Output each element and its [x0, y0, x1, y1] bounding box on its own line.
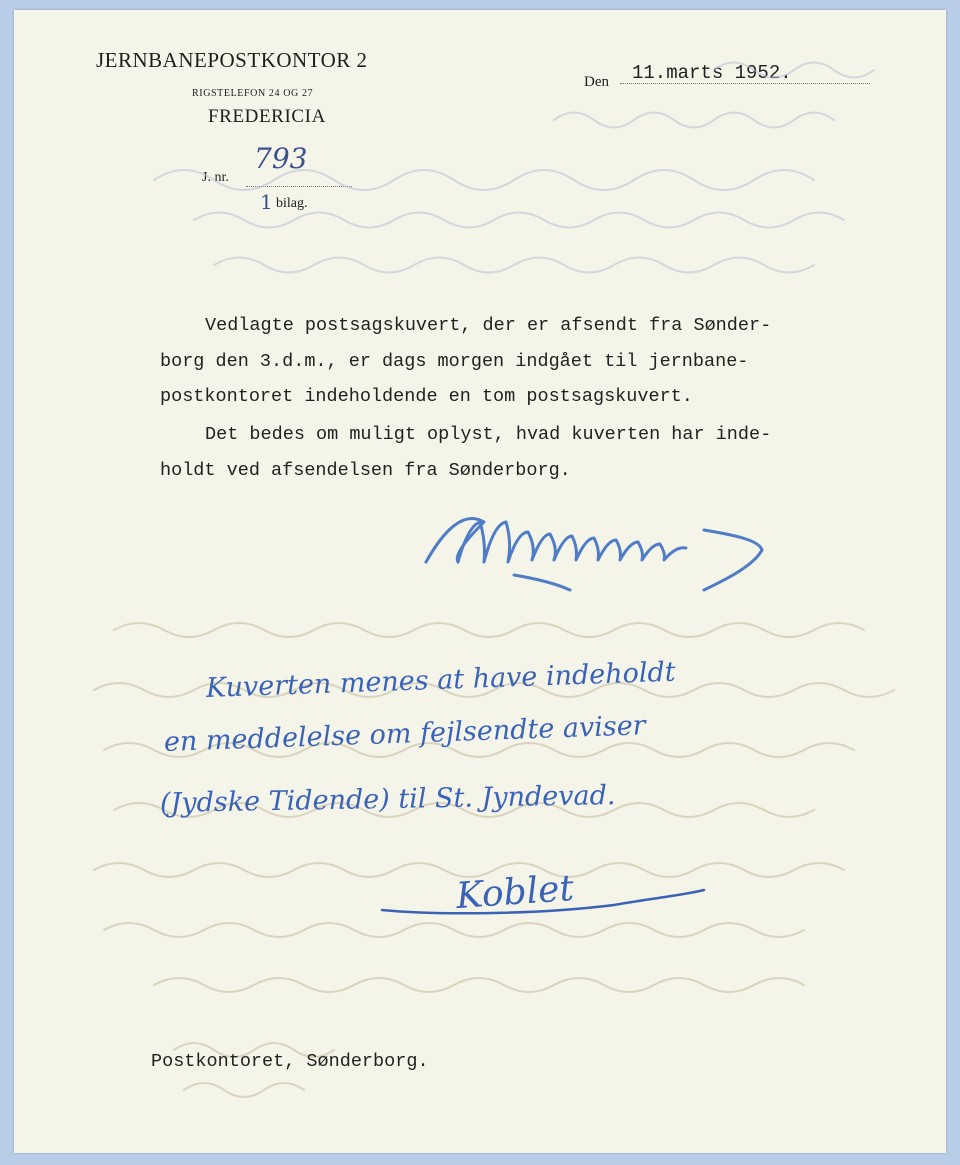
telephone-line: RIGSTELEFON 24 OG 27: [192, 88, 314, 99]
enclosure-label: bilag.: [276, 196, 308, 211]
city-name: FREDERICIA: [208, 106, 326, 127]
addressee: Postkontoret, Sønderborg.: [151, 1051, 429, 1072]
journal-number-value: 793: [254, 142, 308, 175]
reply-signature: Koblet: [454, 867, 576, 918]
body-line-5: holdt ved afsendelsen fra Sønderborg.: [160, 460, 571, 481]
office-name: JERNBANEPOSTKONTOR 2: [96, 48, 368, 72]
body-line-3: postkontoret indeholdende en tom postsagskuvert.: [160, 386, 693, 407]
journal-number-label: J. nr.: [202, 170, 229, 185]
reply-signature-flourish: [14, 10, 946, 1153]
date-prefix: Den: [584, 74, 609, 90]
enclosure-count: 1: [260, 190, 273, 214]
body-line-1: Vedlagte postsagskuvert, der er afsendt fra Sønder-: [205, 315, 772, 336]
date-value: 11.marts 1952.: [632, 62, 792, 84]
reply-line-3: (Jydske Tidende) til St. Jyndevad.: [159, 780, 616, 819]
body-line-4: Det bedes om muligt oplyst, hvad kuverten har inde-: [205, 424, 772, 445]
body-line-2: borg den 3.d.m., er dags morgen indgået til jernbane-: [160, 351, 749, 372]
reply-line-1: Kuverten menes at have indeholdt: [205, 656, 677, 704]
reply-line-2: en meddelelse om fejlsendte aviser: [163, 710, 647, 758]
letter-sheet: [14, 10, 946, 1153]
